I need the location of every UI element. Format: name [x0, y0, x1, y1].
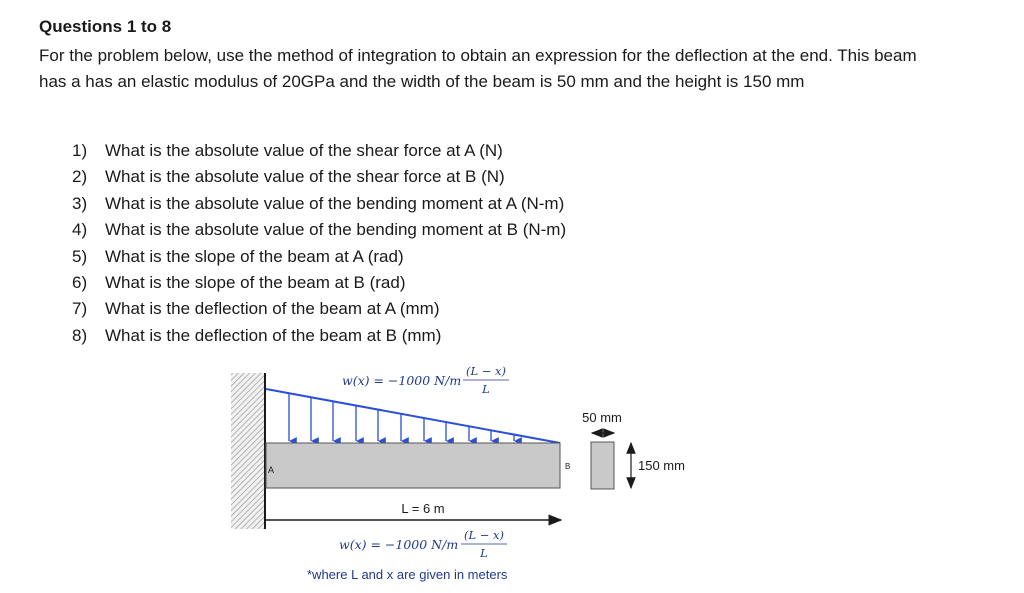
question-number: 2): [72, 167, 88, 187]
load-equation-top: w(x) = −1000 N/m: [342, 373, 462, 388]
fixed-wall-support: [231, 373, 265, 529]
question-text: What is the absolute value of the shear force at A (N): [105, 141, 503, 160]
question-text: What is the deflection of the beam at B (mm): [105, 325, 442, 345]
beam-cross-section: [591, 442, 614, 489]
question-number: 8): [72, 325, 88, 345]
load-fraction-numerator-top: (L − x): [465, 364, 507, 378]
question-text: What is the absolute value of the bending moment at B (N-m): [105, 220, 567, 240]
problem-statement: For the problem below, use the method of integration to obtain an expression for the deflection at the end. This beam has a has an elastic modulus of 20GPa and the width of the beam is 50 mm and the height is 150 mm: [39, 46, 917, 92]
question-number: 7): [72, 299, 88, 319]
page-heading: Questions 1 to 8: [39, 17, 172, 36]
point-b-label: B: [565, 462, 571, 471]
height-label: 150 mm: [638, 458, 685, 473]
question-text: What is the slope of the beam at B (rad): [105, 272, 406, 292]
load-fraction-denominator-bottom: L: [480, 546, 488, 560]
question-text: What is the slope of the beam at A (rad): [105, 246, 404, 266]
question-text: What is the absolute value of the bending moment at A (N-m): [105, 193, 565, 213]
point-a-label: A: [268, 465, 275, 475]
question-number: 6): [72, 272, 88, 292]
cantilever-beam: [266, 443, 560, 488]
question-text: What is the absolute value of the shear force at B (N): [105, 167, 505, 187]
width-label: 50 mm: [582, 410, 622, 425]
load-fraction-denominator-top: L: [482, 382, 490, 396]
question-number: 4): [72, 220, 88, 240]
load-equation-bottom: w(x) = −1000 N/m: [339, 537, 459, 552]
question-number: 1): [72, 141, 88, 160]
units-note: *where L and x are given in meters: [307, 567, 508, 582]
load-profile-line: [266, 389, 560, 443]
load-fraction-numerator-bottom: (L − x): [463, 528, 505, 542]
length-label: L = 6 m: [401, 501, 445, 516]
question-number: 3): [72, 193, 88, 213]
question-number: 5): [72, 246, 88, 266]
question-text: What is the deflection of the beam at A (mm): [105, 299, 440, 319]
